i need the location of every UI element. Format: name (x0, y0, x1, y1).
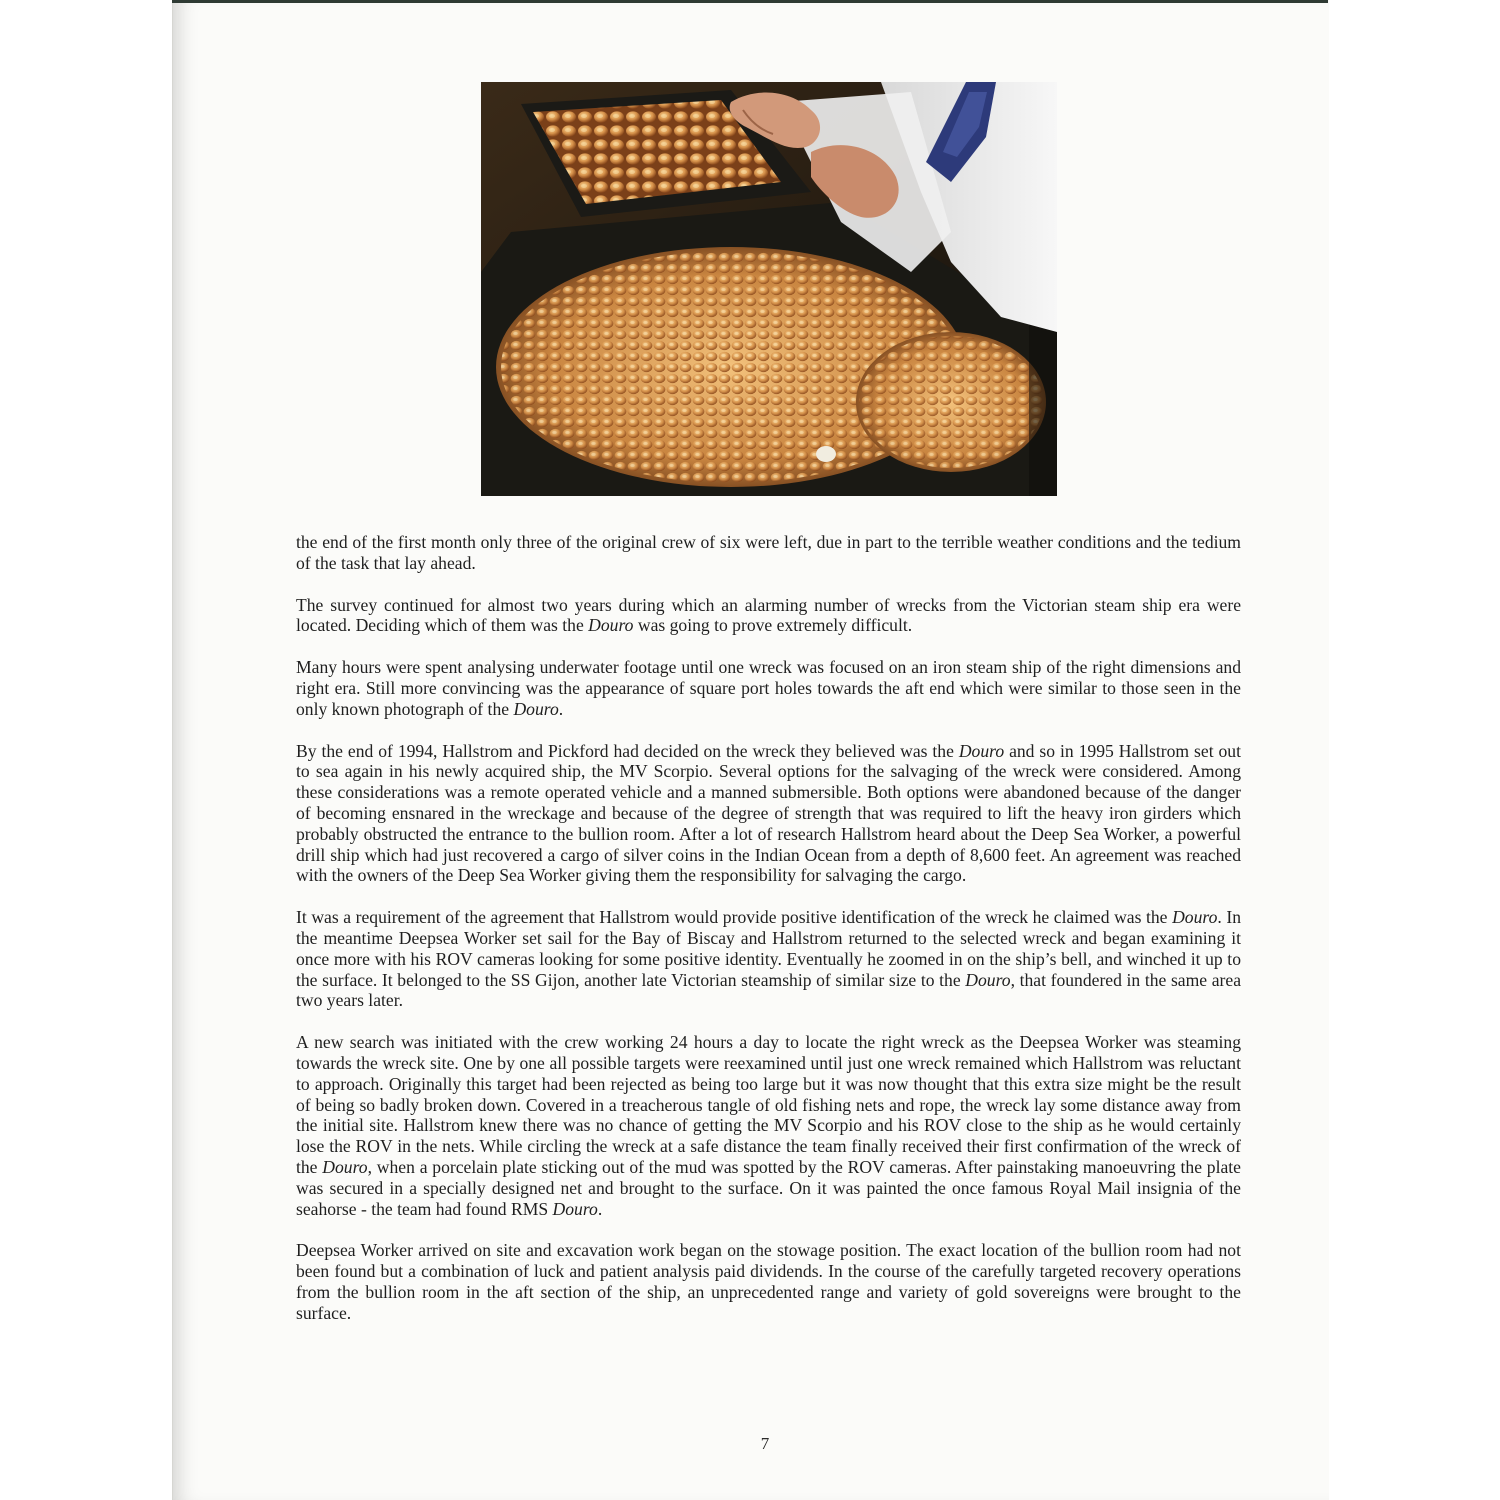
text-run: . (597, 1198, 603, 1219)
text-run: and so in 1995 Hallstrom set out to sea again in his newly acquired ship, the MV Scorpio. Several options for the salvaging of the wreck were considered. Among these considerations was a remote operated vehicle and a manned submersible. Both options were abandoned because of the danger of becoming ensnared in the wreckage and because of the degree of strength that was required to lift the heavy iron girders which probably obstructed the entrance to the bullion room. After a lot of research Hallstrom heard about the Deep Sea Worker, a powerful drill ship which had just recovered a cargo of silver coins in the Indian Ocean from a depth of 8,600 feet. An agreement was reached with the owners of the Deep Sea Worker giving them the responsibility for salvaging the cargo. (296, 740, 1241, 886)
paragraph (296, 1032, 1241, 1219)
text-run: The survey continued for almost two years during which an alarming number of wrecks from the Victorian steam ship era were located. Deciding which of them was the (296, 594, 1241, 636)
paragraph (296, 741, 1241, 887)
ship-name: Douro (513, 698, 559, 719)
text-run: . In the meantime Deepsea Worker set sail for the Bay of Biscay and Hallstrom returned to the selected wreck and began examining it once more with his ROV cameras looking for some positive identity. Eventually he zoomed in on the ship’s bell, and winched it up to the surface. It belonged to the SS Gijon, another late Victorian steamship of similar size to the (296, 907, 1242, 990)
article-body (296, 532, 1241, 1345)
text-run: By the end of 1994, Hallstrom and Pickford had decided on the wreck they believed was the (296, 740, 959, 761)
ship-name: Douro (958, 740, 1005, 761)
text-run: . (558, 698, 564, 719)
ship-name: Douro (965, 969, 1011, 990)
ship-name: Douro (552, 1198, 598, 1219)
paragraph (296, 532, 1241, 574)
paragraph (296, 595, 1241, 637)
text-run: , when a porcelain plate sticking out of the mud was spotted by the ROV cameras. After painstaking manoeuvring the plate was secured in a specially designed net and brought to the surface. On it was painted the once famous Royal Mail insignia of the seahorse - the team had found RMS (296, 1156, 1241, 1219)
text-run: , that foundered in the same area two years later. (296, 969, 1242, 1011)
text-run: was going to prove extremely difficult. (633, 615, 913, 636)
paragraph (296, 657, 1241, 719)
ship-name: Douro (322, 1156, 368, 1177)
ship-name: Douro (1172, 907, 1218, 928)
paragraph (296, 1240, 1241, 1323)
text-run: It was a requirement of the agreement that Hallstrom would provide positive identification of the wreck he claimed was the (296, 907, 1173, 928)
text-run: Deepsea Worker arrived on site and excavation work began on the stowage position. The exact location of the bullion room had not been found but a combination of luck and patient analysis paid dividends. In the course of the carefully targeted recovery operations from the bullion room in the aft section of the ship, an unprecedented range and variety of gold sovereigns were brought to the surface. (296, 1240, 1241, 1323)
ship-name: Douro (588, 615, 634, 636)
page-top-edge (172, 0, 1328, 3)
gold-coins-photo (481, 82, 1057, 496)
gold-coins-photo-graphic (481, 82, 1057, 496)
paragraph (296, 907, 1241, 1011)
text-run: the end of the first month only three of the original crew of six were left, due in part to the terrible weather conditions and the tedium of the task that lay ahead. (296, 532, 1241, 573)
text-run: Many hours were spent analysing underwater footage until one wreck was focused on an iron steam ship of the right dimensions and right era. Still more convincing was the appearance of square port holes towards the aft end which were similar to those seen in the only known photograph of the (296, 657, 1241, 719)
text-run: A new search was initiated with the crew working 24 hours a day to locate the right wreck as the Deepsea Worker was steaming towards the wreck site. One by one all possible targets were reexamined until just one wreck remained which Hallstrom was reluctant to approach. Originally this target had been rejected as being too large but it was now thought that this extra size might be the result of being so badly broken down. Covered in a treacherous tangle of old fishing nets and rope, the wreck lay some distance away from the initial site. Hallstrom knew there was no chance of getting the MV Scorpio and his ROV close to the ship as he would certainly lose the ROV in the nets. While circling the wreck at a safe distance the team finally received their first confirmation of the wreck of the (296, 1032, 1241, 1177)
page-number: 7 (760, 1434, 770, 1453)
